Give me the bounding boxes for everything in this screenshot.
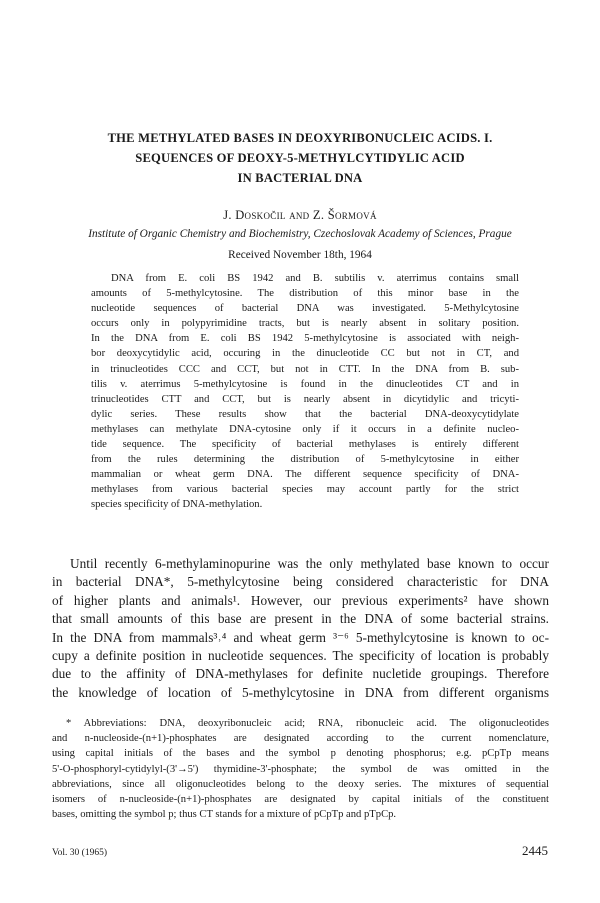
abstract-line: tilis v. aterrimus 5-methylcytosine is found in the dinucleotides CT and in [91,378,519,390]
body-line: of higher plants and animals¹. However, our previous experiments² have shown [52,592,549,608]
body-line: that small amounts of this base are present in the DNA of some bacterial strains. [52,611,549,627]
body-line: In the DNA from mammals³˒⁴ and wheat germ ³⁻⁶ 5-methylcytosine is known to oc- [52,629,549,645]
body-line: Until recently 6-methylaminopurine was the only methylated base known to occur [70,556,549,571]
abstract-line: methylases from various bacterial species may account partly for the strict [91,484,519,496]
footnote-line: and n-nucleoside-(n+1)-phosphates are designated according to the current nomenclature, [52,733,549,745]
footnote-line: * Abbreviations: DNA, deoxyribonucleic acid; RNA, ribonucleic acid. The oligonucleotides [66,718,549,729]
footnote-line: abbreviations, since all oligonucleotides belong to the deoxy series. The mixtures of sequential [52,778,549,790]
footnote-line: isomers of n-nucleoside-(n+1)-phosphates are designated by capital initials of the constituent [52,793,549,805]
title-line: THE METHYLATED BASES IN DEOXYRIBONUCLEIC ACIDS. I. [107,131,493,145]
body-text [52,555,549,702]
abstract-line: DNA from E. coli BS 1942 and B. subtilis v. aterrimus contains small [111,273,519,284]
abstract-line: amounts of 5-methylcytosine. The distribution of this minor base in the [91,288,519,300]
abstract-line: bor deoxycytidylic acid, occuring in the dinucleotide CC but not in CT, and [91,348,519,360]
title-line: SEQUENCES OF DEOXY-5-METHYLCYTIDYLIC ACID [135,151,465,165]
authors: J. Doskočil and Z. Šormová [223,208,377,222]
body-line: the knowledge of location of 5-methylcytosine in DNA from different organisms [52,684,549,700]
footnote [52,716,549,822]
abstract-line: nucleotide sequences of bacterial DNA was investigated. 5-Methylcytosine [91,303,519,315]
abstract-line: methylases can methylate DNA-cytosine only if it occurs in a definite nucleo- [91,423,519,435]
received-date: Received November 18th, 1964 [228,249,372,261]
footnote-line: 5'-O-phosphoryl-cytidylyl-(3'→5') thymidine-3'-phosphate; the symbol de was omitted in the [52,763,549,775]
abstract-line: tide sequence. The specificity of bacterial methylases is entirely different [91,439,519,451]
footnote-line: using capital initials of the bases and the symbol p denoting phosphorus; e.g. pCpTp means [52,748,549,760]
abstract [91,271,519,513]
title-line: IN BACTERIAL DNA [237,171,363,185]
abstract-line: in trinucleotides CCC and CCT, but not in CTT. In the DNA from B. sub- [91,363,519,375]
abstract-line: dylic series. These results show that the bacterial DNA-deoxycytidylate [91,408,519,420]
abstract-line: In the DNA from E. coli BS 1942 5-methylcytosine is associated with neigh- [91,333,519,345]
page-number: 2445 [522,843,548,858]
body-line: due to the affinity of DNA-methylases for definite nucletide groupings. Therefore [52,666,549,682]
abstract-line: trinucleotides CTT and CCT, but is nearly absent in dicytidylic and tricyti- [91,393,519,405]
abstract-line: mammalian or wheat germ DNA. The different sequence specificity of DNA- [91,469,519,481]
abstract-line: from the rules determining the distribution of 5-methylcytosine in either [91,454,519,466]
article-title [60,128,540,188]
body-line: cupy a definite position in nucleotide sequences. The specificity of location is probably [52,647,549,663]
footnote-line: bases, omitting the symbol p; thus CT stands for a mixture of pCpTp and pTpCp. [52,809,397,821]
journal-volume: Vol. 30 (1965) [52,848,107,858]
affiliation: Institute of Organic Chemistry and Biochemistry, Czechoslovak Academy of Sciences, Prague [88,228,512,240]
abstract-line: occurs only in polypyrimidine tracts, but is nearly absent in solitary position. [91,318,519,330]
body-line: in bacterial DNA*, 5-methylcytosine being considered characteristic for DNA [52,574,549,590]
abstract-line: species specificity of DNA-methylation. [91,499,263,511]
